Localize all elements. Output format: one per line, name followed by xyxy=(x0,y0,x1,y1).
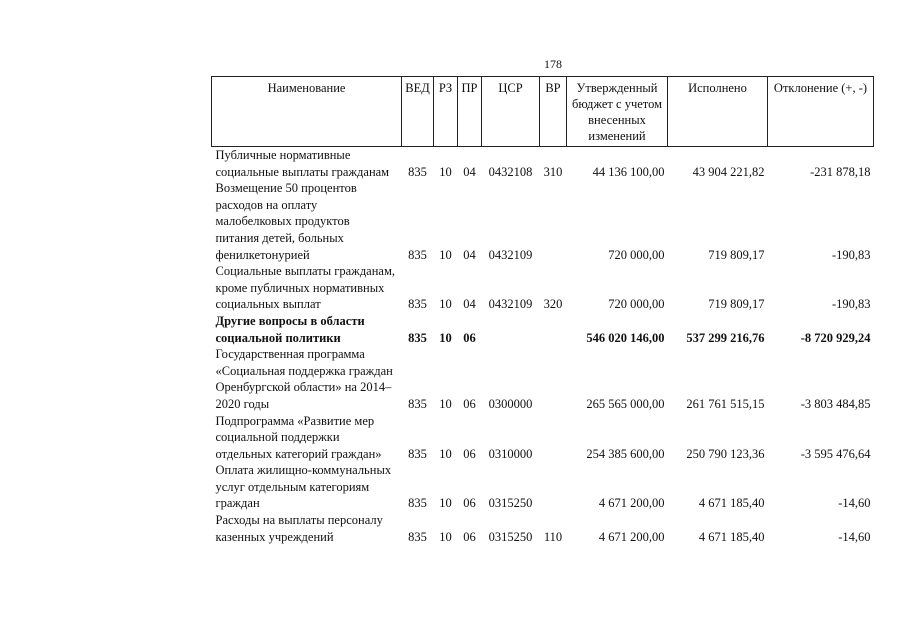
cell-pr: 06 xyxy=(463,330,476,345)
cell-pr: 04 xyxy=(463,297,476,312)
budget-table xyxy=(211,76,874,545)
cell-csr xyxy=(482,313,540,346)
cell-ved: 835 xyxy=(408,529,427,544)
cell-approved: 44 136 100,00 xyxy=(592,164,665,179)
cell-pr: 04 xyxy=(463,164,476,179)
table-row xyxy=(212,263,874,313)
cell-csr: 0432109 xyxy=(488,247,533,262)
cell-pr: 06 xyxy=(463,529,476,544)
cell-rz: 10 xyxy=(439,297,452,312)
cell-ved: 835 xyxy=(408,247,427,262)
name-line: услуг отдельным категориям xyxy=(215,479,370,494)
name-line: Оренбургской области» на 2014– xyxy=(215,380,392,395)
cell-csr: 0310000 xyxy=(488,446,533,461)
table-row xyxy=(212,180,874,263)
table-row xyxy=(212,512,874,545)
name-line: Публичные нормативные xyxy=(215,148,351,162)
header-approved: Утвержденный бюджет с учетом внесенных изменений xyxy=(567,77,668,147)
header-pr: ПР xyxy=(458,77,482,147)
cell-approved: 265 565 000,00 xyxy=(586,396,665,411)
header-vr: ВР xyxy=(540,77,567,147)
cell-deviation: -231 878,18 xyxy=(810,164,871,179)
cell-executed: 43 904 221,82 xyxy=(692,164,765,179)
name-line: Расходы на выплаты персоналу xyxy=(215,513,383,528)
name-line: Подпрограмма «Развитие мер xyxy=(215,413,375,428)
cell-csr: 0432108 xyxy=(488,164,533,179)
cell-ved: 835 xyxy=(408,446,427,461)
cell-approved: 546 020 146,00 xyxy=(586,330,665,345)
cell-approved: 720 000,00 xyxy=(608,297,665,312)
cell-executed: 261 761 515,15 xyxy=(686,396,765,411)
table-row xyxy=(212,413,874,463)
name-line: «Социальная поддержка граждан xyxy=(215,363,393,378)
table-row xyxy=(212,313,874,346)
cell-name xyxy=(212,462,402,512)
cell-deviation: -190,83 xyxy=(831,247,871,262)
name-line: казенных учреждений xyxy=(215,529,334,544)
cell-rz: 10 xyxy=(439,529,452,544)
name-line: кроме публичных нормативных xyxy=(215,280,385,295)
cell-rz: 10 xyxy=(439,446,452,461)
cell-deviation: -14,60 xyxy=(838,496,871,511)
cell-pr: 06 xyxy=(463,496,476,511)
cell-rz: 10 xyxy=(439,330,452,345)
name-line: расходов на оплату xyxy=(215,197,318,212)
cell-approved: 4 671 200,00 xyxy=(598,529,665,544)
cell-deviation: -8 720 929,24 xyxy=(800,330,871,345)
cell-approved: 254 385 600,00 xyxy=(586,446,665,461)
table-row xyxy=(212,462,874,512)
cell-pr: 06 xyxy=(463,396,476,411)
header-deviation: Отклонение (+, -) xyxy=(768,77,874,147)
header-name: Наименование xyxy=(212,77,402,147)
cell-name xyxy=(212,147,402,181)
cell-vr xyxy=(540,413,567,463)
cell-rz: 10 xyxy=(439,164,452,179)
cell-vr: 310 xyxy=(543,164,563,179)
cell-name xyxy=(212,413,402,463)
name-line: Другие вопросы в области xyxy=(215,313,365,328)
cell-executed: 537 299 216,76 xyxy=(686,330,765,345)
cell-vr xyxy=(540,313,567,346)
cell-executed: 719 809,17 xyxy=(708,297,765,312)
cell-vr: 320 xyxy=(543,297,563,312)
cell-deviation: -3 595 476,64 xyxy=(800,446,871,461)
cell-csr: 0432109 xyxy=(488,297,533,312)
name-line: Государственная программа xyxy=(215,347,365,362)
name-line: социальной поддержки xyxy=(215,430,340,445)
name-line: социальных выплат xyxy=(215,297,321,312)
cell-approved: 4 671 200,00 xyxy=(598,496,665,511)
cell-ved: 835 xyxy=(408,396,427,411)
cell-deviation: -14,60 xyxy=(838,529,871,544)
name-line: социальной политики xyxy=(215,330,341,345)
name-line: Социальные выплаты гражданам, xyxy=(215,264,396,279)
cell-csr: 0315250 xyxy=(488,496,533,511)
name-line: питания детей, больных xyxy=(215,230,344,245)
cell-rz: 10 xyxy=(439,396,452,411)
cell-ved: 835 xyxy=(408,297,427,312)
table-row xyxy=(212,346,874,412)
name-line: малобелковых продуктов xyxy=(215,214,350,229)
cell-name xyxy=(212,263,402,313)
name-line: отдельных категорий граждан» xyxy=(215,446,382,461)
header-csr: ЦСР xyxy=(482,77,540,147)
page-number: 178 xyxy=(544,57,562,71)
cell-vr: 110 xyxy=(543,529,563,544)
cell-name xyxy=(212,180,402,263)
name-line: фенилкетонурией xyxy=(215,247,310,262)
cell-ved: 835 xyxy=(408,164,427,179)
cell-name xyxy=(212,313,402,346)
cell-rz: 10 xyxy=(439,496,452,511)
cell-vr xyxy=(540,346,567,412)
header-ved: ВЕД xyxy=(402,77,434,147)
cell-deviation: -190,83 xyxy=(831,297,871,312)
cell-pr: 06 xyxy=(463,446,476,461)
cell-vr xyxy=(540,180,567,263)
cell-rz: 10 xyxy=(439,247,452,262)
cell-deviation: -3 803 484,85 xyxy=(800,396,871,411)
name-line: Возмещение 50 процентов xyxy=(215,181,357,196)
cell-approved: 720 000,00 xyxy=(608,247,665,262)
cell-ved: 835 xyxy=(408,330,427,345)
header-executed: Исполнено xyxy=(668,77,768,147)
cell-executed: 719 809,17 xyxy=(708,247,765,262)
cell-vr xyxy=(540,462,567,512)
cell-csr: 0315250 xyxy=(488,529,533,544)
name-line: 2020 годы xyxy=(215,396,270,411)
table-row xyxy=(212,147,874,181)
name-line: социальные выплаты гражданам xyxy=(215,164,390,179)
name-line: Оплата жилищно-коммунальных xyxy=(215,463,392,478)
cell-name xyxy=(212,512,402,545)
cell-executed: 250 790 123,36 xyxy=(686,446,765,461)
cell-executed: 4 671 185,40 xyxy=(698,496,765,511)
name-line: граждан xyxy=(215,496,260,511)
cell-executed: 4 671 185,40 xyxy=(698,529,765,544)
header-rz: РЗ xyxy=(434,77,458,147)
cell-pr: 04 xyxy=(463,247,476,262)
cell-ved: 835 xyxy=(408,496,427,511)
table-header-row xyxy=(212,77,874,147)
cell-name xyxy=(212,346,402,412)
table-body xyxy=(212,147,874,546)
cell-csr: 0300000 xyxy=(488,396,533,411)
